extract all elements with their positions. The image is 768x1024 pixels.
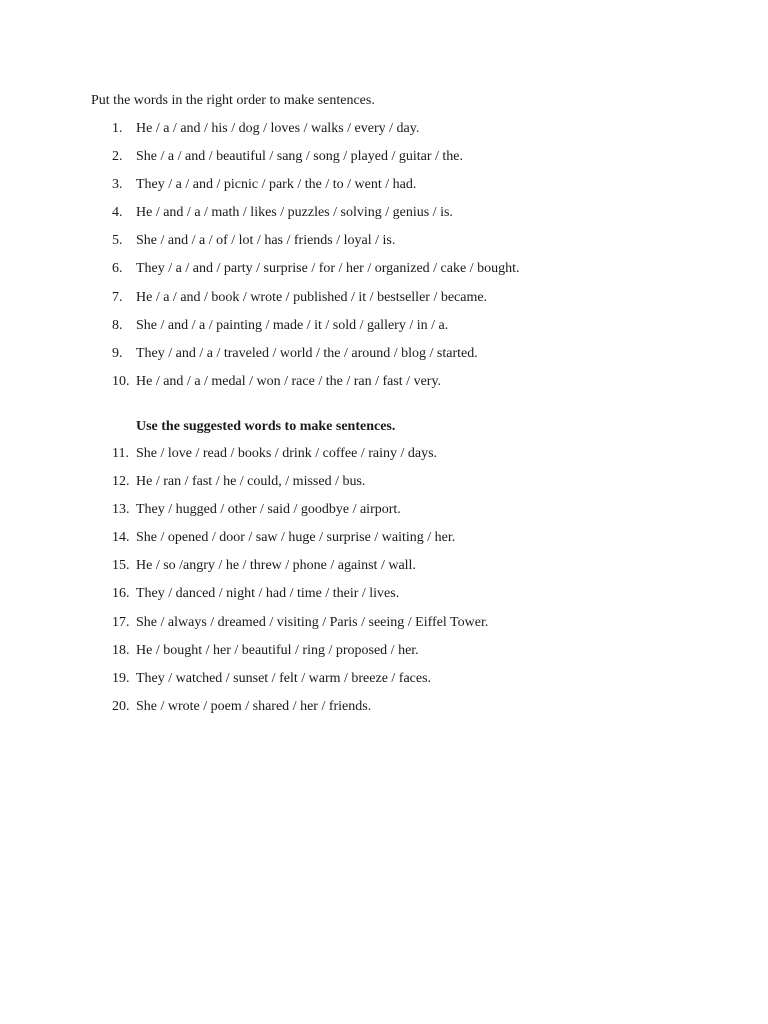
- exercise-item-20: [0, 698, 768, 726]
- exercise-item-2: [0, 148, 768, 176]
- item-text: She / always / dreamed / visiting / Paris / seeing / Eiffel Tower.: [136, 614, 489, 630]
- item-text: She / a / and / beautiful / sang / song / played / guitar / the.: [136, 149, 463, 165]
- exercise-item-16: [0, 585, 768, 613]
- item-text: They / a / and / picnic / park / the / to / went / had.: [136, 177, 417, 193]
- item-number: 19.: [112, 670, 130, 686]
- exercise-item-19: [0, 670, 768, 698]
- exercise-item-9: [0, 345, 768, 373]
- exercise-item-7: [0, 289, 768, 317]
- item-number: 3.: [112, 177, 123, 193]
- item-text: She / love / read / books / drink / coffee / rainy / days.: [136, 446, 438, 461]
- item-number: 13.: [112, 502, 130, 518]
- item-number: 9.: [112, 345, 123, 361]
- item-text: He / bought / her / beautiful / ring / proposed / her.: [136, 642, 419, 658]
- item-text: He / and / a / medal / won / race / the / ran / fast / very.: [136, 373, 442, 389]
- exercise-item-8: [0, 317, 768, 345]
- item-number: 4.: [112, 205, 123, 221]
- exercise-item-14: [0, 529, 768, 557]
- item-number: 12.: [112, 474, 130, 490]
- exercise-item-13: [0, 501, 768, 529]
- item-number: 7.: [112, 289, 123, 305]
- item-number: 15.: [112, 558, 130, 574]
- item-text: She / opened / door / saw / huge / surprise / waiting / her.: [136, 530, 456, 546]
- item-number: 1.: [112, 121, 123, 136]
- item-text: He / a / and / book / wrote / published / it / bestseller / became.: [136, 289, 488, 305]
- exercise-item-4: [0, 204, 768, 232]
- item-text: He / and / a / math / likes / puzzles / solving / genius / is.: [136, 205, 453, 221]
- section-heading-2: Use the suggested words to make sentences.: [136, 419, 396, 434]
- exercise-item-10: [0, 373, 768, 401]
- item-number: 6.: [112, 261, 123, 277]
- item-text: They / danced / night / had / time / their / lives.: [136, 586, 400, 602]
- instruction-1: Put the words in the right order to make sentences.: [91, 93, 375, 108]
- exercise-list-2: [0, 445, 768, 726]
- item-number: 2.: [112, 149, 123, 165]
- item-text: He / a / and / his / dog / loves / walks / every / day.: [136, 121, 420, 136]
- exercise-item-6: [0, 260, 768, 288]
- exercise-item-3: [0, 176, 768, 204]
- item-text: They / watched / sunset / felt / warm / breeze / faces.: [136, 670, 432, 686]
- item-text: They / and / a / traveled / world / the / around / blog / started.: [136, 345, 478, 361]
- item-text: They / a / and / party / surprise / for / her / organized / cake / bought.: [136, 261, 520, 277]
- item-number: 16.: [112, 586, 130, 602]
- exercise-item-5: [0, 232, 768, 260]
- item-number: 8.: [112, 317, 123, 333]
- exercise-item-17: [0, 614, 768, 642]
- item-number: 5.: [112, 233, 123, 249]
- exercise-item-12: [0, 473, 768, 501]
- item-text: She / and / a / of / lot / has / friends / loyal / is.: [136, 233, 396, 249]
- exercise-list-1: [0, 120, 768, 401]
- item-text: He / ran / fast / he / could, / missed / bus.: [136, 474, 366, 490]
- item-text: She / wrote / poem / shared / her / friends.: [136, 698, 372, 714]
- exercise-item-1: [0, 120, 768, 148]
- item-number: 18.: [112, 642, 130, 658]
- exercise-item-18: [0, 642, 768, 670]
- exercise-item-11: [0, 445, 768, 473]
- item-number: 14.: [112, 530, 130, 546]
- item-number: 11.: [112, 446, 129, 461]
- item-text: They / hugged / other / said / goodbye / airport.: [136, 502, 401, 518]
- item-text: He / so /angry / he / threw / phone / against / wall.: [136, 558, 416, 574]
- item-number: 17.: [112, 614, 130, 630]
- item-number: 20.: [112, 698, 130, 714]
- item-number: 10.: [112, 373, 130, 389]
- item-text: She / and / a / painting / made / it / sold / gallery / in / a.: [136, 317, 449, 333]
- exercise-item-15: [0, 557, 768, 585]
